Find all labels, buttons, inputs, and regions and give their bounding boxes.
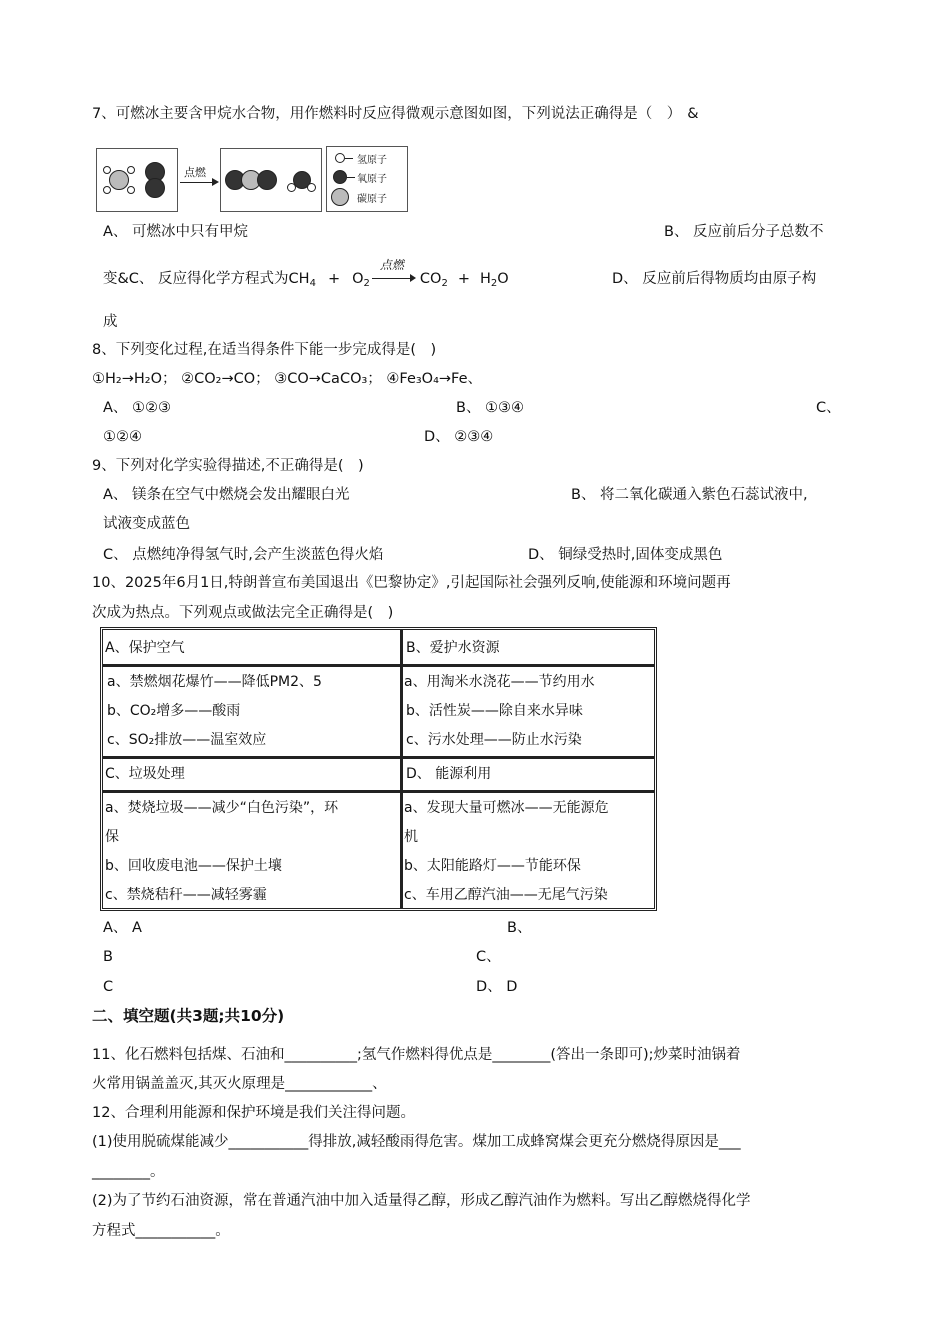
- q8-option-c-value: ①②④: [103, 429, 142, 445]
- legend-box: [326, 146, 408, 212]
- legend-oxygen: 氧原子: [357, 174, 387, 185]
- q10-stem-line2: 次成为热点。下列观点或做法完全正确得是( ): [92, 605, 394, 621]
- q10-option-b: B、: [507, 920, 532, 936]
- table-a-item2: b、CO₂增多——酸雨: [107, 703, 241, 719]
- products-box: [220, 148, 322, 212]
- q8-option-c: C、: [816, 400, 841, 416]
- oxygen-atom: [257, 170, 277, 190]
- q9-option-a: A、 镁条在空气中燃烧会发出耀眼白光: [103, 487, 350, 503]
- hydrogen-atom: [103, 186, 111, 194]
- q8-stem: 8、下列变化过程,在适当得条件下能一步完成得是( ): [92, 342, 437, 358]
- table-b-item2: b、活性炭——除自来水异味: [406, 703, 583, 719]
- q8-option-a: A、 ①②③: [103, 400, 172, 416]
- table-d-item1: a、发现大量可燃冰——无能源危: [404, 800, 609, 816]
- table-d-item3: c、车用乙醇汽油——无尾气污染: [404, 887, 608, 903]
- hydrogen-atom: [307, 183, 316, 192]
- q8-option-d: D、 ②③④: [424, 429, 494, 445]
- q12-part2-line1: (2)为了节约石油资源，常在普通汽油中加入适量得乙醇，形成乙醇汽油作为燃料。写出乙醇燃烧得化学: [92, 1193, 751, 1209]
- table-b-item1: a、用淘米水浇花——节约用水: [404, 674, 595, 690]
- table-a-item1: a、禁燃烟花爆竹——降低PM2、5: [107, 674, 322, 690]
- q10-option-c-value: C: [103, 979, 114, 995]
- carbon-legend-icon: [331, 188, 349, 206]
- table-b-head: B、爱护水资源: [406, 640, 500, 656]
- q12-part1-line1: (1)使用脱硫煤能减少___________得排放,减轻酸雨得危害。煤加工成蜂窝煤会更充分燃烧得原因是___: [92, 1134, 741, 1150]
- reaction-arrow-icon: [372, 278, 412, 279]
- q7-option-b: B、 反应前后分子总数不: [664, 224, 824, 240]
- q10-option-b-value: B: [103, 949, 113, 965]
- hydrogen-atom: [287, 183, 296, 192]
- q7-option-a: A、 可燃冰中只有甲烷: [103, 224, 249, 240]
- carbon-atom: [109, 170, 129, 190]
- q10-option-c: C、: [476, 949, 501, 965]
- q7-reaction-diagram: [96, 146, 408, 212]
- section-2-title: 二、填空题(共3题;共10分): [92, 1007, 285, 1025]
- oxygen-atom: [145, 178, 165, 198]
- oxygen-legend-icon: [333, 170, 347, 184]
- hydrogen-atom: [103, 166, 111, 174]
- q7-option-d-cont: 成: [103, 314, 118, 330]
- table-b-item3: c、污水处理——防止水污染: [406, 732, 582, 748]
- q11-line1: 11、化石燃料包括煤、石油和__________;氢气作燃料得优点是________(答出一条即可);炒菜时油锅着: [92, 1047, 741, 1063]
- reactants-box: [96, 148, 178, 212]
- arrow-icon: [180, 182, 214, 183]
- q8-option-b: B、 ①③④: [456, 400, 525, 416]
- q10-option-d: D、 D: [476, 979, 518, 995]
- hydrogen-atom: [127, 186, 135, 194]
- q10-stem-line1: 10、2025年6月1日,特朗普宣布美国退出《巴黎协定》,引起国际社会强列反响,使能源和环境问题再: [92, 575, 731, 591]
- q10-option-a: A、 A: [103, 920, 142, 936]
- table-c-item2: b、回收废电池——保护土壤: [105, 858, 282, 874]
- table-a-item3: c、SO₂排放——温室效应: [107, 732, 267, 748]
- q9-option-d: D、 铜绿受热时,固体变成黑色: [528, 547, 723, 563]
- hydrogen-atom: [127, 166, 135, 174]
- table-d-head: D、 能源利用: [406, 766, 492, 782]
- q7-option-d: D、 反应前后得物质均由原子构: [612, 271, 817, 287]
- table-c-item1: a、焚烧垃圾——减少“白色污染”，环: [105, 800, 339, 816]
- q12-part2-line2: 方程式___________。: [92, 1223, 230, 1239]
- table-c-head: C、垃圾处理: [105, 766, 185, 782]
- legend-hydrogen: 氢原子: [357, 155, 387, 166]
- q7-option-c: 变&C、 反应得化学方程式为$CH_4 + O_2$ 点燃 $CO_2 + H_2O$: [103, 269, 509, 289]
- q9-option-b-cont: 试液变成蓝色: [103, 516, 190, 532]
- legend-carbon: 碳原子: [357, 194, 387, 205]
- q9-stem: 9、下列对化学实验得描述,不正确得是( ): [92, 458, 364, 474]
- arrow-head-icon: [212, 178, 219, 186]
- q9-option-b: B、 将二氧化碳通入紫色石蕊试液中,: [571, 487, 808, 503]
- table-d-item2: b、太阳能路灯——节能环保: [404, 858, 581, 874]
- table-c-item1-cont: 保: [105, 829, 119, 845]
- q10-options-table: [100, 627, 657, 911]
- q7-stem: 7、可燃冰主要含甲烷水合物，用作燃料时反应得微观示意图如图，下列说法正确得是（ ） &: [92, 106, 699, 122]
- q9-option-c: C、 点燃纯净得氢气时,会产生淡蓝色得火焰: [103, 547, 384, 563]
- table-d-item1-cont: 机: [404, 829, 418, 845]
- q12-part1-line2: ________。: [92, 1164, 165, 1180]
- q11-line2: 火常用锅盖盖灭,其灭火原理是____________、: [92, 1076, 387, 1092]
- arrow-label: 点燃: [184, 166, 206, 179]
- q8-items: ①H₂→H₂O； ②CO₂→CO； ③CO→CaCO₃； ④Fe₃O₄→Fe、: [92, 371, 483, 387]
- table-a-head: A、保护空气: [105, 640, 185, 656]
- table-c-item3: c、禁烧秸秆——减轻雾霾: [105, 887, 267, 903]
- q12-stem: 12、合理利用能源和保护环境是我们关注得问题。: [92, 1105, 415, 1121]
- hydrogen-legend-icon: [335, 153, 345, 163]
- condition-label: 点燃: [379, 258, 404, 272]
